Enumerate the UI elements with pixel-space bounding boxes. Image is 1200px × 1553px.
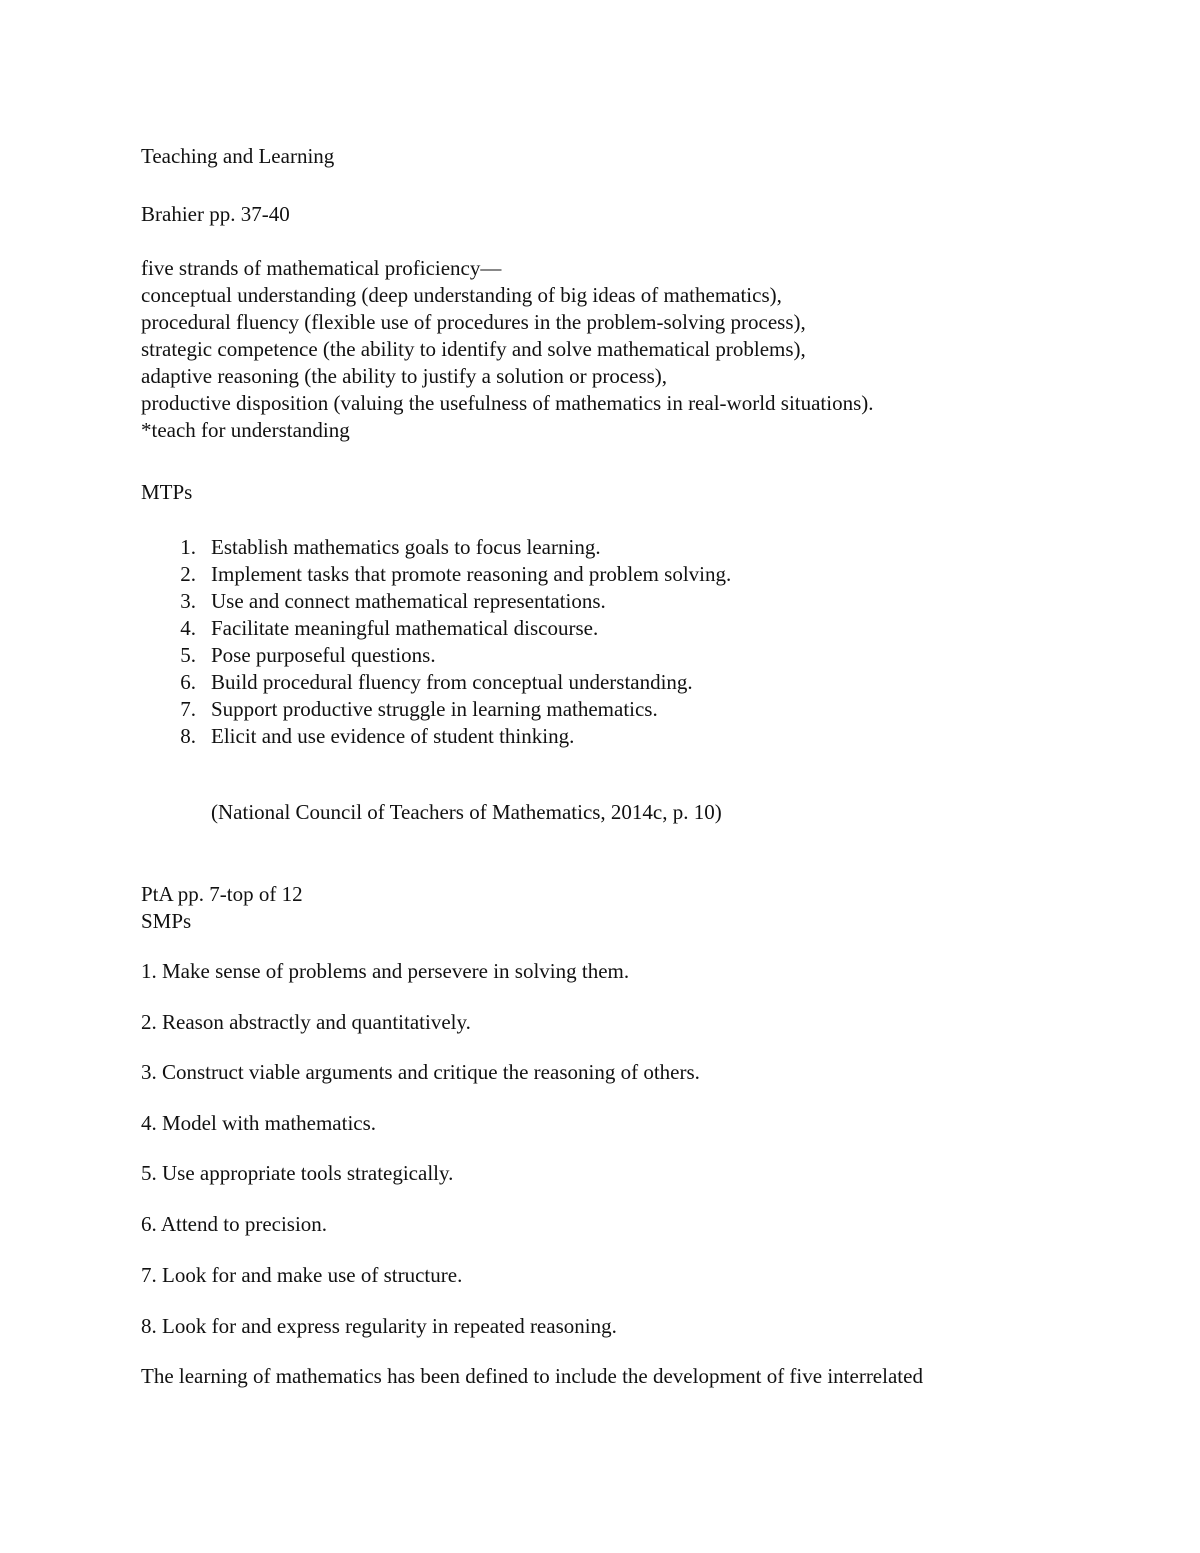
strand-item: procedural fluency (flexible use of procedures in the problem-solving process), xyxy=(141,310,806,334)
mtp-number: 1. xyxy=(180,535,196,559)
strand-item: strategic competence (the ability to identify and solve mathematical problems), xyxy=(141,337,806,361)
document-title: Teaching and Learning xyxy=(141,144,335,168)
mtp-number: 4. xyxy=(180,616,196,640)
source-reference-brahier: Brahier pp. 37-40 xyxy=(141,202,290,226)
mtp-item: Pose purposeful questions. xyxy=(211,643,436,667)
smps-heading: SMPs xyxy=(141,909,192,933)
smp-item: 2. Reason abstractly and quantitatively. xyxy=(141,1010,471,1034)
strand-item: productive disposition (valuing the usefulness of mathematics in real-world situations). xyxy=(141,391,874,415)
strands-note: *teach for understanding xyxy=(141,418,350,442)
mtp-number: 2. xyxy=(180,562,196,586)
smp-item: 7. Look for and make use of structure. xyxy=(141,1263,463,1287)
source-reference-pta: PtA pp. 7-top of 12 xyxy=(141,882,303,906)
smp-item: 8. Look for and express regularity in repeated reasoning. xyxy=(141,1314,617,1338)
strand-item: conceptual understanding (deep understanding of big ideas of mathematics), xyxy=(141,283,782,307)
closing-paragraph: The learning of mathematics has been defined to include the development of five interrelated xyxy=(141,1364,923,1388)
mtp-number: 8. xyxy=(180,724,196,748)
mtp-number: 3. xyxy=(180,589,196,613)
mtp-number: 5. xyxy=(180,643,196,667)
mtp-number: 6. xyxy=(180,670,196,694)
mtp-item: Support productive struggle in learning mathematics. xyxy=(211,697,658,721)
mtp-item: Build procedural fluency from conceptual understanding. xyxy=(211,670,693,694)
smp-item: 6. Attend to precision. xyxy=(141,1212,328,1236)
smp-item: 5. Use appropriate tools strategically. xyxy=(141,1161,454,1185)
mtp-number: 7. xyxy=(180,697,196,721)
mtps-citation: (National Council of Teachers of Mathematics, 2014c, p. 10) xyxy=(211,800,722,824)
mtp-item: Implement tasks that promote reasoning and problem solving. xyxy=(211,562,732,586)
smp-item: 3. Construct viable arguments and critique the reasoning of others. xyxy=(141,1060,700,1084)
mtp-item: Use and connect mathematical representations. xyxy=(211,589,606,613)
mtp-item: Elicit and use evidence of student thinking. xyxy=(211,724,575,748)
mtps-heading: MTPs xyxy=(141,480,193,504)
strand-item: adaptive reasoning (the ability to justify a solution or process), xyxy=(141,364,668,388)
mtp-item: Facilitate meaningful mathematical discourse. xyxy=(211,616,599,640)
smp-item: 1. Make sense of problems and persevere in solving them. xyxy=(141,959,630,983)
strands-intro: five strands of mathematical proficiency— xyxy=(141,256,502,280)
mtp-item: Establish mathematics goals to focus learning. xyxy=(211,535,601,559)
smp-item: 4. Model with mathematics. xyxy=(141,1111,377,1135)
